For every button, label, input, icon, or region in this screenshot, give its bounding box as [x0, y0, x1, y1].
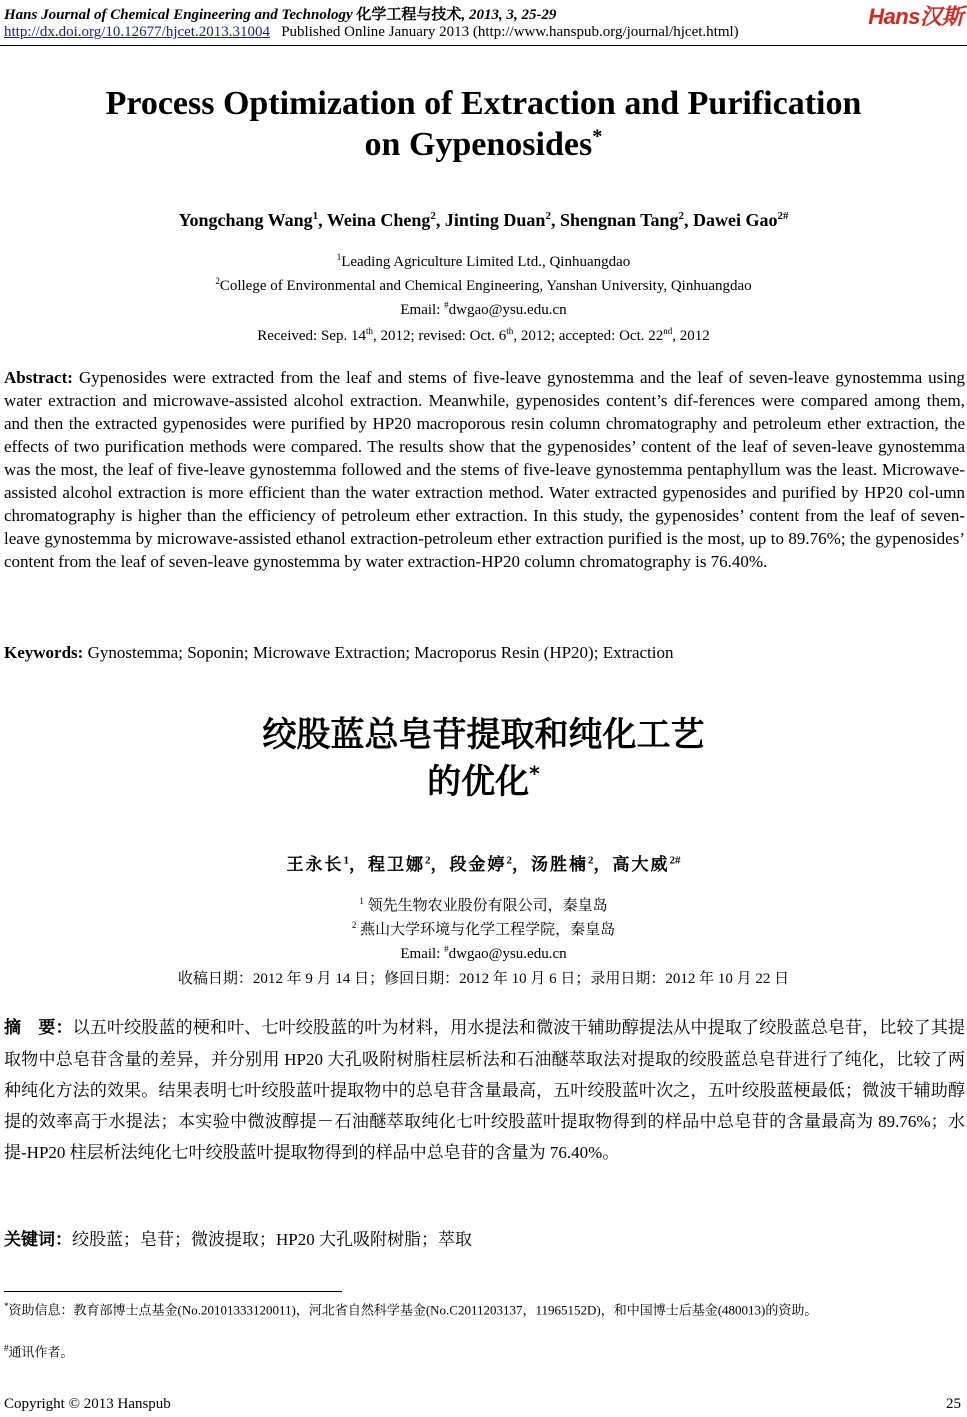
title-en-line1: Process Optimization of Extraction and Purification [105, 85, 862, 122]
journal-name-cn: 化学工程与技术 [356, 7, 462, 23]
author: 高大威 [612, 855, 670, 874]
author: Shengnan Tang [559, 210, 679, 230]
affiliations-en [0, 248, 967, 320]
author: 段金婷 [449, 855, 507, 874]
abstract-label: Abstract: [4, 368, 73, 387]
title-fund-mark: * [592, 125, 603, 148]
title-en-line2: on Gypenosides* [364, 125, 603, 163]
email: Email: #dwgao@ysu.edu.cn [400, 944, 567, 962]
title-cn-line1: 绞股蓝总皂苷提取和纯化工艺 [262, 715, 705, 755]
hans-logo: Hans汉斯 [868, 4, 963, 29]
author: 汤胜楠 [531, 855, 588, 874]
paper-title-en [0, 83, 967, 165]
abstract-text: 以五叶绞股蓝的梗和叶、七叶绞股蓝的叶为材料，用水提法和微波干辅助醇提法从中提取了绞股蓝总皂苷，比较了其提取物中总皂苷含量的差异，并分别用 HP20 大孔吸附树脂柱层析法和石油醚萃取法对提取的绞股蓝总皂苷进行了纯化，比较了两种纯化方法的效果。结果表明七叶绞股蓝叶提取物中的总皂苷含量最高，五叶绞股蓝叶次之，五叶绞股蓝梗最低；微波干辅助醇提的效率高于水提法；本实验中微波醇提－石油醚萃取纯化七叶绞股蓝叶提取物得到的样品中总皂苷的含量最高为 89.76%；水提-HP20 柱层析法纯化七叶绞股蓝叶提取物得到的样品中总皂苷的含量为 76.40%。 [4, 1018, 965, 1162]
affiliations-cn [0, 892, 967, 964]
keywords-label: Keywords: [4, 643, 84, 662]
abstract-text: Gypenosides were extracted from the leaf and stems of five-leave gynostemma and the leaf of seven-leave gynostemma using water extraction and microwave-assisted alcohol extraction. Meanwhile, gypenosides content’s dif-ferences were compared among them, and then the extracted gypenosides were purified by HP20 macroporous resin column chromatography and petroleum ether extraction, the effects of two purification methods were compared. The results show that the gypenosides’ content of the leaf of seven-leave gynostemma was the most, the leaf of five-leave gynostemma followed and the stems of five-leave gynostemma pentaphyllum was the least. Microwave-assisted alcohol extraction is more efficient than the water extraction method. Water extracted gypenosides and purified by HP20 col-umn chromatography is higher than the efficiency of petroleum ether extraction. In this study, the gypenosides’ content from the leaf of seven-leave gynostemma by microwave-assisted ethanol extraction-petroleum ether extraction purified is the most, up to 89.76%; the gypenosides’ content from the leaf of seven-leave gynostemma by water extraction-HP20 column chromatography is 76.40%. [4, 368, 966, 571]
journal-issue: , 2013, 3, 25-29 [461, 7, 557, 23]
footnote-fund: *资助信息：教育部博士点基金(No.20101333120011)，河北省自然科学基金(No.C2011203137，11965152D)，和中国博士后基金(480013)的资助。 [4, 1301, 818, 1318]
paper-title-cn [0, 712, 967, 806]
keywords-cn [4, 1224, 965, 1256]
journal-name-en: Hans Journal of Chemical Engineering and Technology [4, 7, 353, 23]
title-cn-line2: 的优化* [427, 761, 540, 802]
published-info: Published Online January 2013 (http://www.hanspub.org/journal/hjcet.html) [281, 24, 739, 40]
journal-title [4, 3, 556, 24]
affiliation: $^1$ 领先生物农业股份有限公司，秦皇岛 [359, 896, 608, 914]
affiliation: $^1$Leading Agriculture Limited Ltd., Qinhuangdao [336, 252, 631, 270]
copyright: Copyright © 2013 Hanspub [4, 1396, 171, 1412]
dates-en: Received: Sep. 14th, 2012; revised: Oct. 6th, 2012; accepted: Oct. 22nd, 2012 [257, 326, 710, 344]
author: Jinting Duan [444, 210, 546, 230]
author: 王永长 [286, 855, 344, 874]
abstract-cn [4, 1012, 965, 1168]
author: Weina Cheng [326, 210, 431, 230]
keywords-en [4, 641, 965, 664]
header-rule [0, 45, 967, 46]
page-number: 25 [946, 1396, 961, 1412]
title-fund-mark: * [529, 761, 540, 786]
affiliation: $^2$College of Environmental and Chemical Engineering, Yanshan University, Qinhuangdao [215, 276, 752, 294]
author-list-en: Yongchang Wang$^1$, Weina Cheng$^2$, Jinting Duan$^2$, Shengnan Tang$^2$, Dawei Gao$^{2\#}$ [178, 210, 789, 230]
keywords-text: 绞股蓝；皂苷；微波提取；HP20 大孔吸附树脂；萃取 [72, 1230, 472, 1249]
email: Email: #dwgao@ysu.edu.cn [400, 300, 567, 318]
footnote-corresponding: #通讯作者。 [4, 1343, 74, 1360]
keywords-label: 关键词： [4, 1230, 72, 1250]
keywords-text: Gynostemma; Soponin; Microwave Extraction; Macroporus Resin (HP20); Extraction [87, 643, 674, 662]
footnote-rule [4, 1291, 342, 1292]
author: Yongchang Wang [178, 210, 313, 230]
author-list-cn: 王永长$^1$，程卫娜$^2$，段金婷$^2$，汤胜楠$^2$，高大威$^{2\#}$ [286, 854, 681, 874]
doi-link[interactable]: http://dx.doi.org/10.12677/hjcet.2013.31004 [4, 24, 270, 40]
dates-cn: 收稿日期：2012 年 9 月 14 日；修回日期：2012 年 10 月 6 日；录用日期：2012 年 10 月 22 日 [177, 971, 790, 987]
affiliation: $^2$ 燕山大学环境与化学工程学院，秦皇岛 [351, 920, 616, 938]
author: 程卫娜 [368, 855, 425, 874]
doi-line [4, 24, 739, 41]
author: Dawei Gao [693, 210, 778, 230]
abstract-en [4, 366, 965, 573]
abstract-label: 摘 要： [4, 1018, 73, 1038]
